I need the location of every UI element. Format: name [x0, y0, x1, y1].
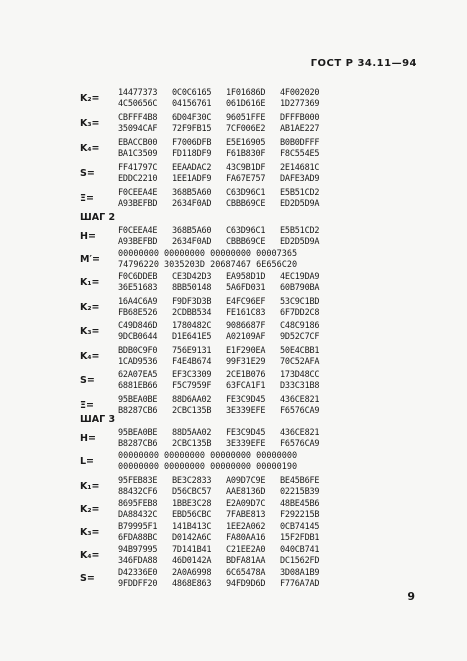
hex-word: AAE8136D	[226, 487, 266, 497]
hex-word: F7006DFB	[172, 138, 212, 148]
hex-word: 8695FEB8	[118, 499, 158, 509]
hex-word: E2A09D7C	[226, 499, 266, 509]
hex-word: D1E641E5	[172, 332, 212, 342]
hex-word: BDB0C9F0	[118, 345, 158, 356]
hex-word: CBBB69CE	[226, 237, 266, 247]
hex-word: 6881EB66	[118, 381, 158, 391]
hex-line: 00000000 00000000 00000000 00000190	[118, 462, 298, 472]
hex-word: 4EC19DA9	[280, 272, 320, 282]
hex-word: 60B790BA	[280, 283, 320, 293]
hex-word: BE45B6FE	[280, 476, 320, 486]
hex-word: 1EE2A062	[226, 522, 266, 532]
hex-word: 436CE821	[280, 394, 320, 405]
hex-word: 9D52C7CF	[280, 332, 320, 342]
hex-word: A93BEFBD	[118, 237, 158, 247]
row-label: H=	[80, 433, 96, 444]
hex-word: 6FDA88BC	[118, 533, 158, 543]
hex-word: 9FDDFF20	[118, 579, 158, 589]
row-label: Ξ=	[80, 193, 94, 204]
hex-word: F5C7959F	[172, 381, 212, 391]
hex-word: F0CEEA4E	[118, 188, 158, 198]
hex-word: E1F290EA	[226, 345, 266, 356]
hex-word: 368B5A60	[172, 188, 212, 198]
hex-word: 0CB74145	[280, 522, 320, 532]
hex-word: AB1AE227	[280, 124, 320, 134]
hex-word: 7FABE813	[226, 510, 266, 520]
hex-word: 4868E863	[172, 579, 212, 589]
hex-word: 04156761	[172, 99, 212, 109]
hex-word: 3E339EFE	[226, 439, 266, 449]
hex-word: CBFFF4B8	[118, 113, 158, 123]
hex-word: 061D616E	[226, 99, 266, 109]
hex-word: 94B97995	[118, 545, 158, 555]
hex-word: CE3D42D3	[172, 272, 212, 282]
hex-word: EDDC2210	[118, 174, 158, 184]
hex-word: FF41797C	[118, 163, 158, 173]
hex-word: C49D846D	[118, 321, 158, 331]
hex-word: A02109AF	[226, 332, 266, 342]
hex-word: 5A6FD031	[226, 283, 266, 293]
hex-word: 9DCB0644	[118, 332, 158, 342]
hex-word: CBBB69CE	[226, 199, 266, 209]
row-label: K₃=	[80, 527, 100, 538]
hex-word: 15F2FDB1	[280, 533, 320, 543]
hex-word: 3E339EFE	[226, 405, 266, 416]
hex-word: E5B51CD2	[280, 188, 320, 198]
hex-word: 2CBC135B	[172, 439, 212, 449]
row-label: H=	[80, 231, 96, 242]
row-label: K₁=	[80, 481, 100, 492]
hex-word: 70C52AFA	[280, 356, 320, 367]
row-label: K₄=	[80, 550, 100, 561]
hex-word: D42336E0	[118, 568, 158, 578]
row-label: K₁=	[80, 277, 100, 288]
hex-word: 94FD9D6D	[226, 579, 266, 589]
step2-title: ШАГ 2	[80, 212, 116, 223]
hex-word: 16A4C6A9	[118, 296, 158, 307]
hex-word: FE161C83	[226, 307, 266, 318]
hex-word: 040CB741	[280, 545, 320, 555]
hex-word: D56CBC57	[172, 487, 212, 497]
row-label: K₂=	[80, 301, 100, 313]
hex-word: 2634F0AD	[172, 199, 212, 209]
hex-word: 436CE821	[280, 428, 320, 438]
hex-word: EA958D1D	[226, 272, 266, 282]
hex-word: 14477373	[118, 88, 158, 98]
hex-word: FB68E526	[118, 307, 158, 318]
hex-word: 95FEB83E	[118, 476, 158, 486]
hex-word: 95BEA0BE	[118, 394, 158, 405]
row-label: S=	[80, 168, 95, 179]
row-label: K₄=	[80, 350, 100, 362]
hex-word: 9086687F	[226, 321, 266, 331]
row-label: K₂=	[80, 93, 100, 104]
hex-word: 02215B39	[280, 487, 320, 497]
hex-word: 6C65478A	[226, 568, 266, 578]
hex-word: 2E14681C	[280, 163, 320, 173]
step3-title: ШАГ 3	[80, 414, 116, 425]
hex-word: FE3C9D45	[226, 394, 266, 405]
page-header: ГОСТ Р 34.11—94	[310, 58, 417, 69]
hex-word: 48BE45B6	[280, 499, 320, 509]
hex-word: 346FDA88	[118, 556, 158, 566]
hex-word: F776A7AD	[280, 579, 320, 589]
hex-word: F61B830F	[226, 149, 266, 159]
row-label: S=	[80, 375, 95, 386]
hex-word: 88D5AA02	[172, 428, 212, 438]
hex-word: 95BEA0BE	[118, 428, 158, 438]
hex-word: BA1C3509	[118, 149, 158, 159]
hex-word: 53C9C1BD	[280, 296, 320, 307]
hex-word: 4C50656C	[118, 99, 158, 109]
hex-word: 1BBE3C28	[172, 499, 212, 509]
hex-word: BDFA81AA	[226, 556, 266, 566]
hex-word: 2A0A6998	[172, 568, 212, 578]
hex-word: 50E4CBB1	[280, 345, 320, 356]
hex-word: 3D08A1B9	[280, 568, 320, 578]
hex-word: 2CE1B076	[226, 370, 266, 380]
hex-word: E5E16905	[226, 138, 266, 148]
hex-word: 2CDBB534	[172, 307, 212, 318]
hex-word: FA67E757	[226, 174, 266, 184]
row-label: K₃=	[80, 118, 100, 129]
hex-word: F8C554E5	[280, 149, 320, 159]
hex-word: 2CBC135B	[172, 405, 212, 416]
hex-word: 1D277369	[280, 99, 320, 109]
hex-word: 72F9FB15	[172, 124, 212, 134]
hex-word: B0B0DFFF	[280, 138, 320, 148]
hex-word: 1EE1ADF9	[172, 174, 212, 184]
row-label: L=	[80, 456, 95, 467]
hex-word: C63D96C1	[226, 226, 266, 236]
hex-word: F4E4B674	[172, 356, 212, 367]
hex-word: 7CF006E2	[226, 124, 266, 134]
page-number: 9	[407, 590, 415, 603]
hex-word: DAFE3AD9	[280, 174, 320, 184]
row-label: S=	[80, 573, 95, 584]
hex-word: 96051FFE	[226, 113, 266, 123]
hex-word: ED2D5D9A	[280, 199, 320, 209]
hex-word: 62A07EA5	[118, 370, 158, 380]
hex-word: 43C9B1DF	[226, 163, 266, 173]
hex-line: 00000000 00000000 00000000 00007365	[118, 249, 298, 259]
hex-word: 1F01686D	[226, 88, 266, 98]
hex-word: D33C31B8	[280, 381, 320, 391]
hex-word: 8BB50148	[172, 283, 212, 293]
hex-word: F292215B	[280, 510, 320, 520]
hex-word: BE3C2833	[172, 476, 212, 486]
hex-word: E4FC96EF	[226, 296, 266, 307]
hex-word: F9DF3D3B	[172, 296, 212, 307]
hex-word: 173D48CC	[280, 370, 320, 380]
hex-line: 00000000 00000000 00000000 00000000	[118, 451, 298, 461]
hex-word: 1CAD9536	[118, 356, 158, 367]
hex-word: B79995F1	[118, 522, 158, 532]
hex-word: C63D96C1	[226, 188, 266, 198]
hex-word: ED2D5D9A	[280, 237, 320, 247]
hex-word: 35094CAF	[118, 124, 158, 134]
hex-word: 0C0C6165	[172, 88, 212, 98]
hex-word: 2634F0AD	[172, 237, 212, 247]
hex-word: 6D04F30C	[172, 113, 212, 123]
hex-word: D0142A6C	[172, 533, 212, 543]
hex-word: 99F31E29	[226, 356, 266, 367]
row-label: K₄=	[80, 143, 100, 154]
row-label: M′=	[80, 254, 100, 265]
hex-word: A09D7C9E	[226, 476, 266, 486]
hex-word: A93BEFBD	[118, 199, 158, 209]
row-label: K₃=	[80, 326, 100, 337]
hex-word: DA88432C	[118, 510, 158, 520]
hex-word: DC1562FD	[280, 556, 320, 566]
hex-word: 88D6AA02	[172, 394, 212, 405]
hex-word: F6576CA9	[280, 439, 320, 449]
hex-word: FE3C9D45	[226, 428, 266, 438]
hex-word: EBACCB00	[118, 138, 158, 148]
hex-word: 141B413C	[172, 522, 212, 532]
hex-word: F0CEEA4E	[118, 226, 158, 236]
hex-word: C48C9186	[280, 321, 320, 331]
row-label: K₂=	[80, 504, 100, 515]
hex-word: F6576CA9	[280, 405, 320, 416]
hex-word: 63FCA1F1	[226, 381, 266, 391]
hex-word: EEAADAC2	[172, 163, 212, 173]
hex-word: 4F002020	[280, 88, 320, 98]
hex-line: 74796220 3035203D 20687467 6E656C20	[118, 260, 298, 270]
hex-word: C21EE2A0	[226, 545, 266, 555]
hex-word: E5B51CD2	[280, 226, 320, 236]
hex-word: EBD56CBC	[172, 510, 212, 520]
hex-word: 368B5A60	[172, 226, 212, 236]
hex-word: B8287CB6	[118, 439, 158, 449]
hex-word: 88432CF6	[118, 487, 158, 497]
hex-word: 36E51683	[118, 283, 158, 293]
row-label: Ξ=	[80, 399, 94, 411]
hex-word: 1780482C	[172, 321, 212, 331]
hex-word: F0C6DDEB	[118, 272, 158, 282]
hex-word: DFFFB000	[280, 113, 320, 123]
hex-word: EF3C3309	[172, 370, 212, 380]
hex-word: 756E9131	[172, 345, 212, 356]
hex-word: FA80AA16	[226, 533, 266, 543]
hex-word: 6F7DD2C8	[280, 307, 320, 318]
hex-word: 7D141B41	[172, 545, 212, 555]
hex-word: 46D0142A	[172, 556, 212, 566]
hex-word: FD118DF9	[172, 149, 212, 159]
hex-word: B8287CB6	[118, 405, 158, 416]
